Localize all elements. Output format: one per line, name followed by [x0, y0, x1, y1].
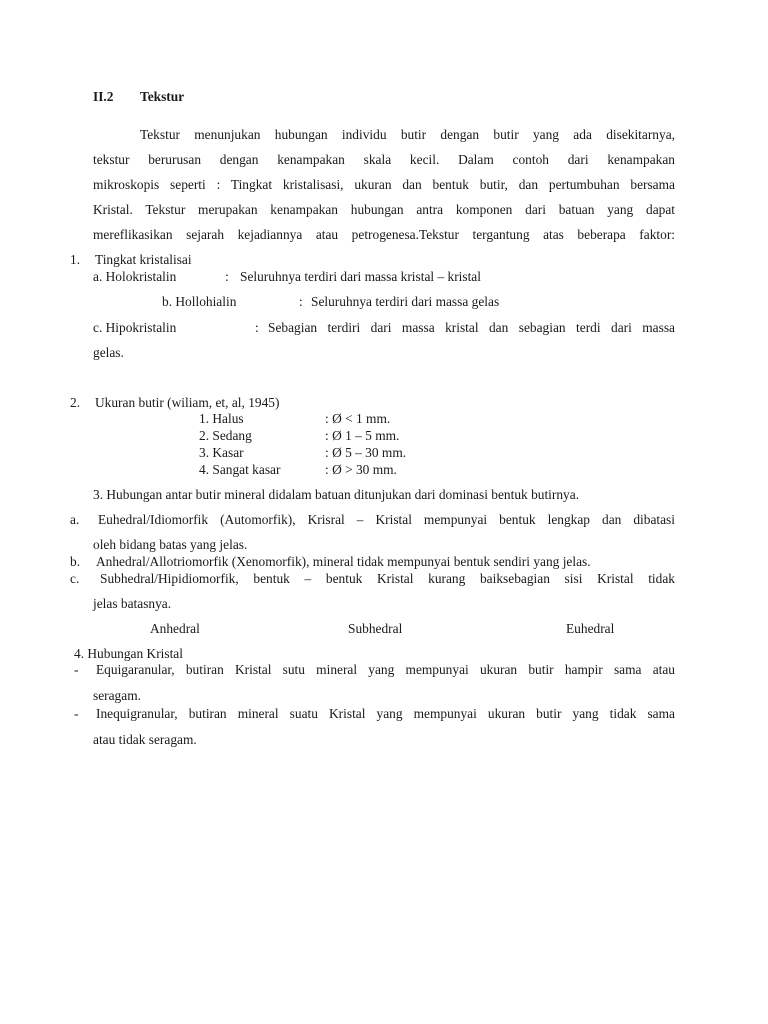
item3-b-line1: Anhedral/Allotriomorfik (Xenomorfik), mineral tidak mempunyai bentuk sendiri yang jelas. — [96, 554, 591, 569]
item4-bullet1-line1: Equigaranular, butiran Kristal sutu mineral yang mempunyai ukuran butir hampir sama atau — [96, 662, 675, 677]
item1-a-desc: Seluruhnya terdiri dari massa kristal – kristal — [240, 269, 481, 284]
item1-c-colon: : — [255, 320, 259, 335]
intro-line-5: mereflikasikan sejarah kejadiannya atau petrogenesa.Tekstur tergantung atas beberapa faktor: — [93, 227, 675, 242]
section-number: II.2 — [93, 89, 114, 104]
size-2-label: 2. Sedang — [199, 428, 252, 443]
item1-b-label: b. Hollohialin — [162, 294, 237, 309]
intro-line-2: tekstur berurusan dengan kenampakan skala kecil. Dalam contoh dari kenampakan — [93, 152, 675, 167]
size-3-value: : Ø 5 – 30 mm. — [325, 445, 407, 460]
item4-bullet2-marker: - — [74, 706, 79, 721]
size-4-value: : Ø > 30 mm. — [325, 462, 397, 477]
item3-c-line2: jelas batasnya. — [93, 596, 172, 611]
item1-a-label: a. Holokristalin — [93, 269, 177, 284]
item4-bullet2-line2: atau tidak seragam. — [93, 732, 197, 747]
item2-number: 2. — [70, 395, 81, 410]
item3-a-line1: Euhedral/Idiomorfik (Automorfik), Krisral – Kristal mempunyai bentuk lengkap dan dibatasi — [98, 512, 675, 527]
item1-a-colon: : — [225, 269, 229, 284]
intro-line-1: Tekstur menunjukan hubungan individu butir dengan butir yang ada disekitarnya, — [140, 127, 675, 142]
item1-b-desc: Seluruhnya terdiri dari massa gelas — [311, 294, 500, 309]
item1-number: 1. — [70, 252, 81, 267]
item3-c-line1: Subhedral/Hipidiomorfik, bentuk – bentuk Kristal kurang baiksebagian sisi Kristal tidak — [100, 571, 675, 586]
item1-title: Tingkat kristalisai — [95, 252, 192, 267]
item3-a-marker: a. — [70, 512, 80, 527]
size-2-value: : Ø 1 – 5 mm. — [325, 428, 400, 443]
shape-anhedral: Anhedral — [150, 621, 200, 636]
item1-b-colon: : — [299, 294, 303, 309]
shape-subhedral: Subhedral — [348, 621, 403, 636]
item3-a-line2: oleh bidang batas yang jelas. — [93, 537, 248, 552]
item3-heading: 3. Hubungan antar butir mineral didalam batuan ditunjukan dari dominasi bentuk butirnya. — [93, 487, 580, 502]
size-3-label: 3. Kasar — [199, 445, 244, 460]
shape-euhedral: Euhedral — [566, 621, 615, 636]
item1-c-label: c. Hipokristalin — [93, 320, 177, 335]
item3-b-marker: b. — [70, 554, 81, 569]
size-1-value: : Ø < 1 mm. — [325, 411, 391, 426]
item4-title: 4. Hubungan Kristal — [74, 646, 183, 661]
item1-c-desc-line2: gelas. — [93, 345, 124, 360]
size-1-label: 1. Halus — [199, 411, 244, 426]
item1-c-desc-line1: Sebagian terdiri dari massa kristal dan sebagian terdi dari massa — [268, 320, 675, 335]
item4-bullet1-line2: seragam. — [93, 688, 141, 703]
intro-line-3: mikroskopis seperti : Tingkat kristalisasi, ukuran dan bentuk butir, dan pertumbuhan bersama — [93, 177, 675, 192]
section-title: Tekstur — [140, 89, 185, 104]
item3-c-marker: c. — [70, 571, 80, 586]
item4-bullet2-line1: Inequigranular, butiran mineral suatu Kristal yang mempunyai ukuran butir yang tidak sama — [96, 706, 675, 721]
intro-line-4: Kristal. Tekstur merupakan kenampakan hubungan antra komponen dari batuan yang dapat — [93, 202, 675, 217]
item2-title: Ukuran butir (wiliam, et, al, 1945) — [95, 395, 280, 410]
size-4-label: 4. Sangat kasar — [199, 462, 281, 477]
item4-bullet1-marker: - — [74, 662, 79, 677]
